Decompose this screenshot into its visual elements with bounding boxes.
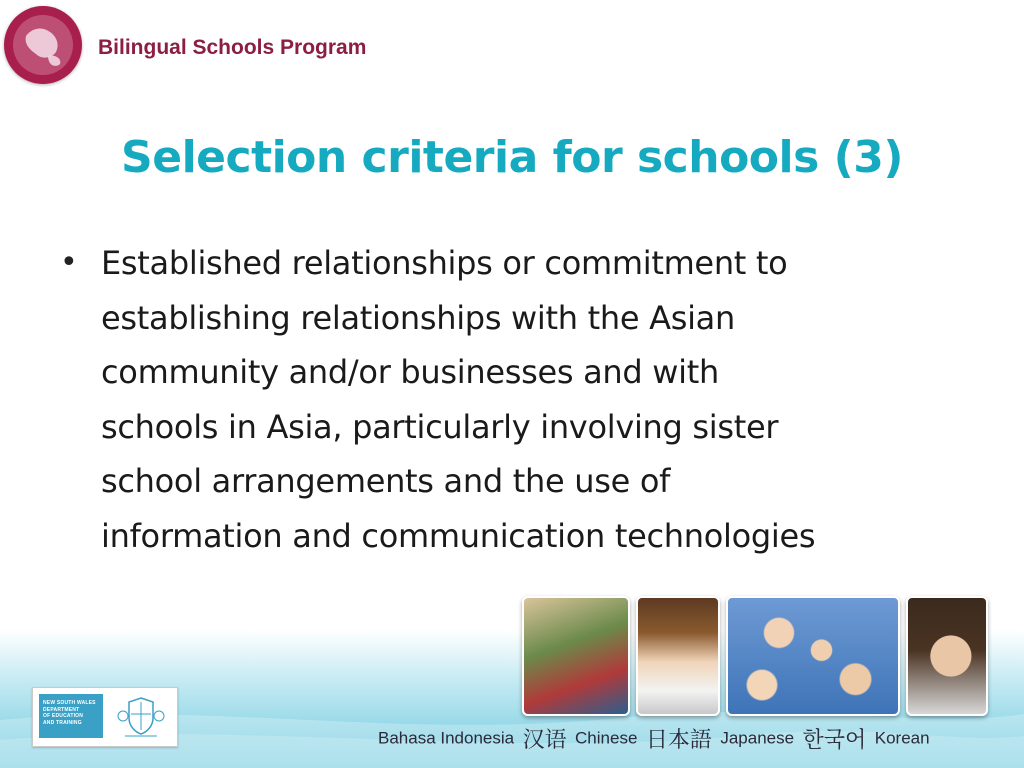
bullet-dot-icon: • xyxy=(60,245,78,280)
language-script: 汉语 xyxy=(522,728,567,753)
dept-logo-badge xyxy=(39,694,103,738)
language-name: Japanese xyxy=(720,728,795,748)
dept-logo-line: NEW SOUTH WALES xyxy=(43,700,96,706)
photo-boy-with-globe xyxy=(522,596,630,716)
header xyxy=(0,0,420,90)
language-script: 日本語 xyxy=(645,728,712,753)
bullet-line: community and/or businesses and with xyxy=(101,353,719,391)
bullet-line: information and communication technologies xyxy=(101,516,816,555)
program-name: Bilingual Schools Program xyxy=(98,36,367,59)
language-strip xyxy=(378,723,930,759)
bullet-item xyxy=(60,236,980,563)
language-script: 한국어 xyxy=(802,728,867,753)
dept-logo-line: AND TRAINING xyxy=(43,719,82,726)
dept-logo-line: OF EDUCATION xyxy=(43,713,84,719)
photo-group-of-students xyxy=(726,596,900,716)
language-name: Korean xyxy=(874,728,930,748)
language-name: Chinese xyxy=(575,728,638,748)
photo-girl-in-library xyxy=(636,596,720,716)
slide-title: Selection criteria for schools (3) xyxy=(121,132,903,183)
bullet-line: Established relationships or commitment to xyxy=(101,244,788,282)
dept-logo-line: DEPARTMENT xyxy=(43,706,80,713)
photo-smiling-girl xyxy=(906,596,988,716)
bullet-line: school arrangements and the use of xyxy=(101,462,671,500)
bullet-list xyxy=(60,236,980,563)
bullet-text xyxy=(101,236,980,563)
crest-icon xyxy=(113,692,169,740)
bullet-line: schools in Asia, particularly involving sister xyxy=(101,407,779,446)
bullet-line: establishing relationships with the Asian xyxy=(101,298,735,337)
dept-logo xyxy=(32,687,178,747)
language-name: Bahasa Indonesia xyxy=(378,728,515,748)
globe-icon xyxy=(4,6,82,84)
